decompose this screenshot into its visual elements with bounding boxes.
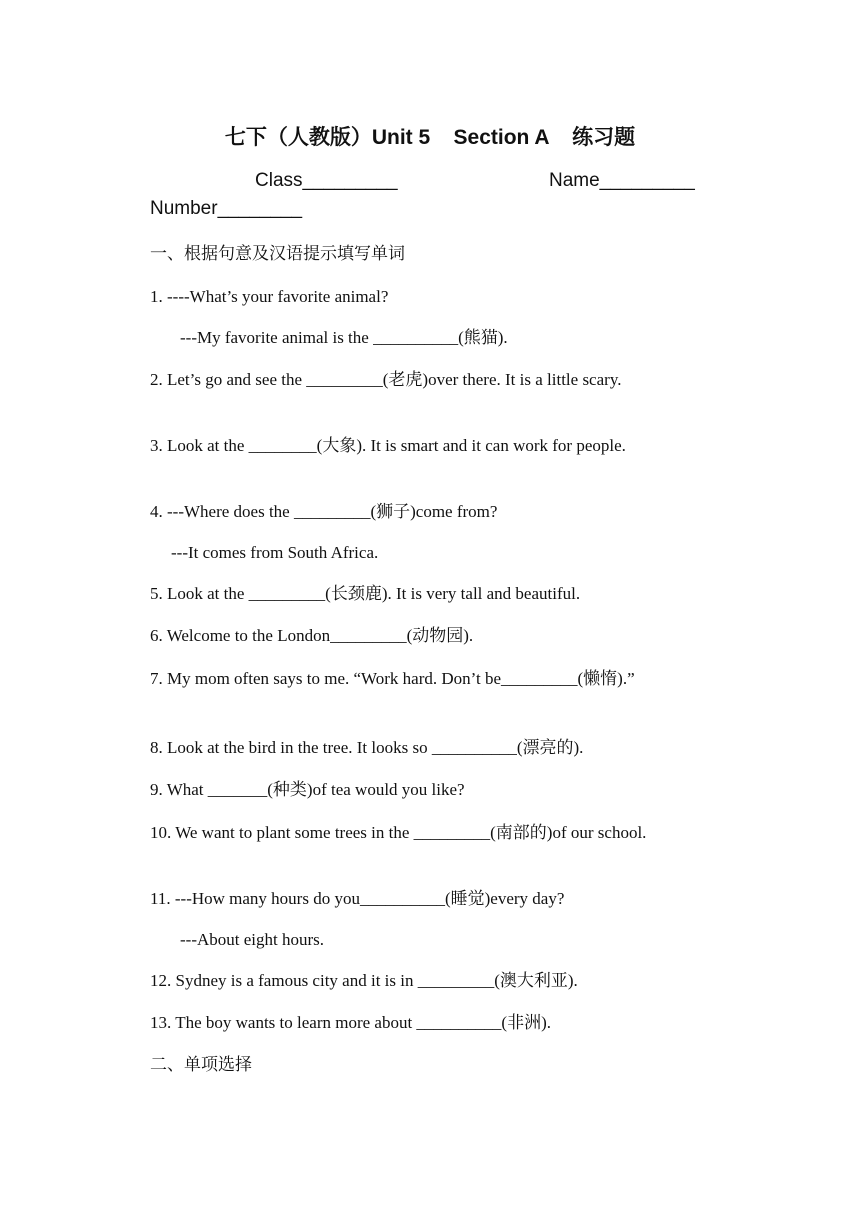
question-9: 9. What _______(种类)of tea would you like? (150, 780, 465, 799)
question-10: 10. We want to plant some trees in the _________(南部的)of our school. (150, 823, 647, 842)
answer-1: ---My favorite animal is the __________(熊猫). (180, 328, 508, 347)
answer-11: ---About eight hours. (180, 930, 325, 949)
question-1: 1. ----What’s your favorite animal? (150, 287, 389, 306)
class-field: Class_________ (255, 170, 398, 191)
question-3: 3. Look at the ________(大象). It is smart and it can work for people. (150, 436, 626, 455)
question-5: 5. Look at the _________(长颈鹿). It is very tall and beautiful. (150, 584, 581, 603)
question-2: 2. Let’s go and see the _________(老虎)over there. It is a little scary. (150, 370, 622, 389)
question-13: 13. The boy wants to learn more about __________(非洲). (150, 1013, 552, 1032)
answer-4: ---It comes from South Africa. (171, 543, 379, 562)
question-7: 7. My mom often says to me. “Work hard. Don’t be_________(懒惰).” (150, 669, 635, 688)
question-4: 4. ---Where does the _________(狮子)come from? (150, 502, 498, 521)
section-heading-multiple-choice: 二、单项选择 (150, 1055, 252, 1074)
number-field: Number________ (150, 198, 303, 219)
name-field: Name_________ (549, 170, 695, 191)
section-heading-fill-in: 一、根据句意及汉语提示填写单词 (150, 244, 405, 263)
page-title: 七下（人教版）Unit 5 Section A 练习题 (224, 126, 636, 149)
question-6: 6. Welcome to the London_________(动物园). (150, 626, 474, 645)
question-12: 12. Sydney is a famous city and it is in _________(澳大利亚). (150, 971, 578, 990)
question-8: 8. Look at the bird in the tree. It looks so __________(漂亮的). (150, 738, 584, 757)
question-11: 11. ---How many hours do you__________(睡觉)every day? (150, 889, 565, 908)
